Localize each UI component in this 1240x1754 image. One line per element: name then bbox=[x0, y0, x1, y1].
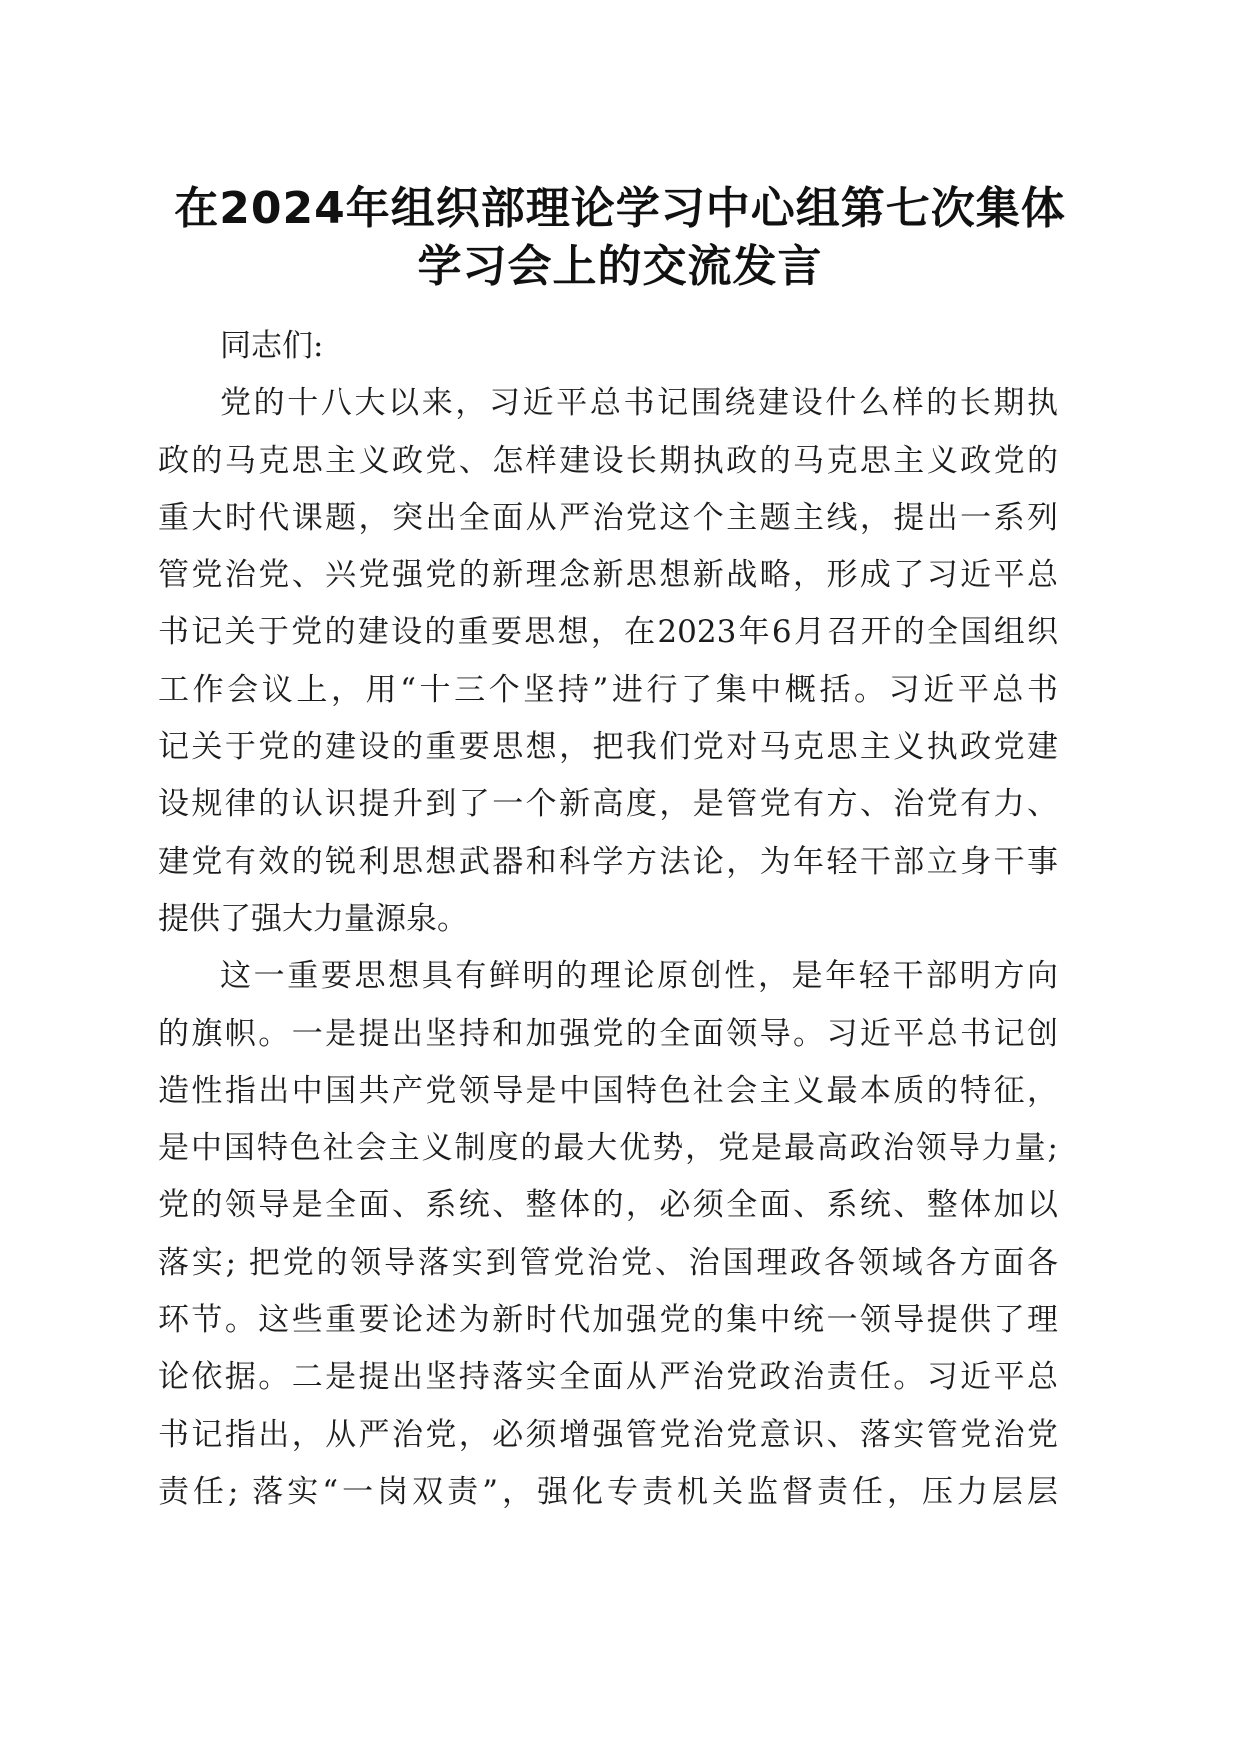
paragraph-line: 这一重要思想具有鲜明的理论原创性，是年轻干部明方向 bbox=[220, 958, 1058, 995]
paragraph-line: 责任; 落实“一岗双责”，强化专责机关监督责任，压力层层 bbox=[158, 1473, 1058, 1510]
paragraph-line: 造性指出中国共产党领导是中国特色社会主义最本质的特征， bbox=[158, 1072, 1058, 1109]
salutation: 同志们: bbox=[220, 328, 324, 364]
title-line: 学习会上的交流发言 bbox=[417, 241, 823, 292]
paragraph-line: 的旗帜。一是提出坚持和加强党的全面领导。习近平总书记创 bbox=[158, 1015, 1058, 1052]
paragraph-line: 是中国特色社会主义制度的最大优势，党是最高政治领导力量; bbox=[158, 1130, 1058, 1167]
document-body bbox=[158, 318, 1058, 1521]
paragraph-1 bbox=[158, 375, 1058, 948]
paragraph-line: 记关于党的建设的重要思想，把我们党对马克思主义执政党建 bbox=[158, 729, 1058, 766]
paragraph-line: 党的领导是全面、系统、整体的，必须全面、系统、整体加以 bbox=[158, 1187, 1058, 1224]
paragraph-2 bbox=[158, 948, 1058, 1521]
title-line: 在2024年组织部理论学习中心组第七次集体 bbox=[174, 183, 1066, 234]
paragraph-line: 书记指出，从严治党，必须增强管党治党意识、落实管党治党 bbox=[158, 1416, 1058, 1453]
paragraph-line: 书记关于党的建设的重要思想，在2023年6月召开的全国组织 bbox=[158, 614, 1058, 651]
paragraph-line: 重大时代课题，突出全面从严治党这个主题主线，提出一系列 bbox=[158, 499, 1058, 536]
paragraph-line: 环节。这些重要论述为新时代加强党的集中统一领导提供了理 bbox=[158, 1302, 1058, 1339]
paragraph-line: 落实; 把党的领导落实到管党治党、治国理政各领域各方面各 bbox=[158, 1244, 1058, 1281]
paragraph-line: 工作会议上，用“十三个坚持”进行了集中概括。习近平总书 bbox=[158, 671, 1058, 708]
paragraph-line: 论依据。二是提出坚持落实全面从严治党政治责任。习近平总 bbox=[158, 1359, 1058, 1396]
paragraph-line: 管党治党、兴党强党的新理念新思想新战略，形成了习近平总 bbox=[158, 557, 1058, 594]
paragraph-line: 建党有效的锐利思想武器和科学方法论，为年轻干部立身干事 bbox=[158, 843, 1058, 880]
paragraph-line: 政的马克思主义政党、怎样建设长期执政的马克思主义政党的 bbox=[158, 442, 1058, 479]
paragraph-line: 提供了强大力量源泉。 bbox=[158, 900, 468, 937]
paragraph-line: 党的十八大以来，习近平总书记围绕建设什么样的长期执 bbox=[220, 385, 1058, 422]
document-title bbox=[150, 180, 1090, 296]
paragraph-line: 设规律的认识提升到了一个新高度，是管党有方、治党有力、 bbox=[158, 786, 1058, 823]
